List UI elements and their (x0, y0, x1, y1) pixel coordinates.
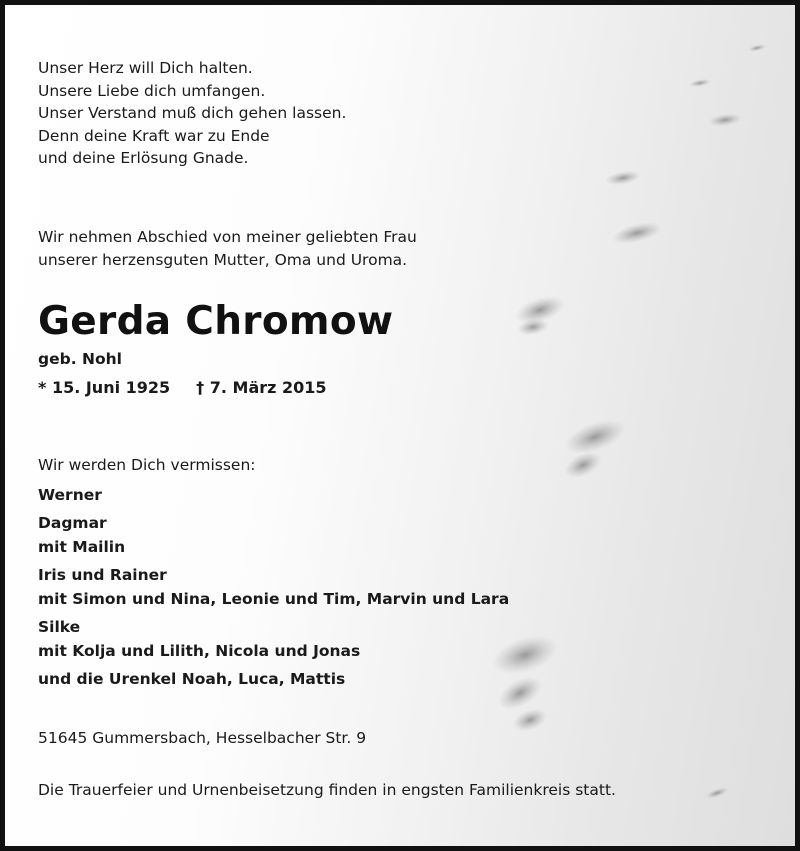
family-line: Werner (38, 486, 102, 504)
family-line: mit Kolja und Lilith, Nicola und Jonas (38, 642, 361, 660)
family-group (38, 615, 509, 663)
deceased-name: Gerda Chromow (38, 299, 394, 344)
poem-line: und deine Erlösung Gnade. (38, 149, 249, 168)
footprint-trail (487, 43, 766, 801)
family-group (38, 511, 509, 559)
family-group (38, 563, 509, 611)
poem-line: Unser Verstand muß dich gehen lassen. (38, 104, 347, 123)
family-group (38, 483, 509, 507)
intro-line: unserer herzensguten Mutter, Oma und Uroma. (38, 250, 408, 269)
poem (38, 57, 346, 170)
birth-date: * 15. Juni 1925 (38, 378, 171, 397)
poem-line: Unser Herz will Dich halten. (38, 59, 253, 77)
family-line: und die Urenkel Noah, Luca, Mattis (38, 670, 346, 688)
birth-name: geb. Nohl (38, 350, 122, 368)
family-line: Dagmar (38, 514, 107, 532)
mourners-intro: Wir werden Dich vermissen: (38, 456, 256, 474)
address: 51645 Gummersbach, Hesselbacher Str. 9 (38, 729, 367, 747)
poem-line: Unsere Liebe dich umfangen. (38, 81, 266, 100)
family-list (38, 483, 509, 695)
death-date: † 7. März 2015 (196, 378, 327, 397)
family-line: Silke (38, 618, 81, 636)
life-dates (38, 377, 327, 399)
family-line: Iris und Rainer (38, 566, 167, 584)
family-line: mit Mailin (38, 538, 126, 556)
farewell-intro (38, 226, 417, 271)
intro-line: Wir nehmen Abschied von meiner geliebten Frau (38, 228, 417, 246)
family-line: mit Simon und Nina, Leonie und Tim, Marvin und Lara (38, 590, 510, 608)
poem-line: Denn deine Kraft war zu Ende (38, 126, 270, 145)
family-group (38, 667, 509, 691)
ceremony-note: Die Trauerfeier und Urnenbeisetzung finden in engsten Familienkreis statt. (38, 781, 616, 799)
